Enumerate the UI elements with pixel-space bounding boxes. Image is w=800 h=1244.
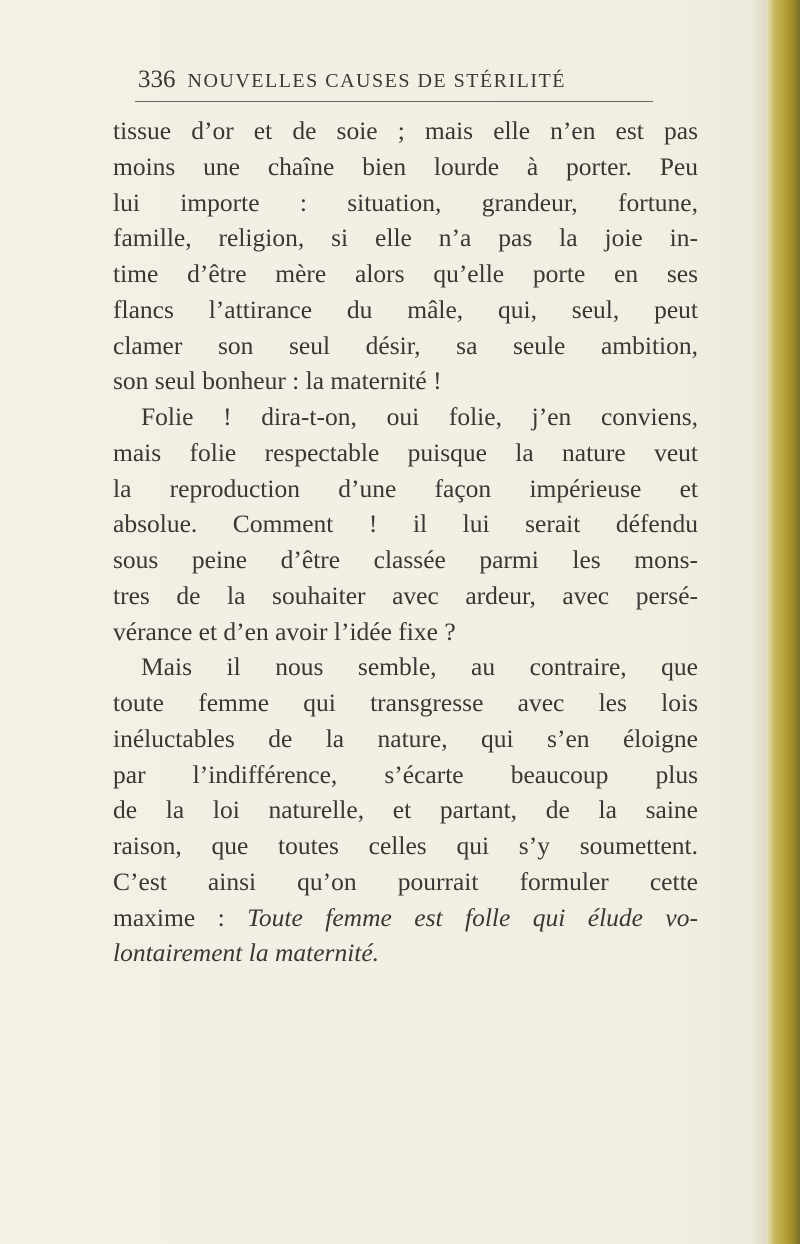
gilt-page-edge xyxy=(766,0,800,1244)
running-title: NOUVELLES CAUSES DE STÉRILITÉ xyxy=(187,70,566,92)
text-line: de la loi naturelle, et partant, de la saine xyxy=(113,795,698,825)
header-rule xyxy=(135,101,653,102)
text-line: raison, que toutes celles qui s’y soumettent. xyxy=(113,831,698,860)
text-line: clamer son seul désir, sa seule ambition, xyxy=(113,330,698,360)
text-line: son seul bonheur : la maternité ! xyxy=(113,366,442,396)
text-line: lui importe : situation, grandeur, fortune, xyxy=(113,187,698,217)
text-line: flancs l’attirance du mâle, qui, seul, peut xyxy=(113,294,698,324)
text-line: par l’indifférence, s’écarte beaucoup plus xyxy=(113,759,698,789)
text-line: mais folie respectable puisque la nature veut xyxy=(113,437,698,467)
page-number: 336 xyxy=(138,66,176,93)
text-line: Mais il nous semble, au contraire, que xyxy=(141,652,698,682)
running-header xyxy=(138,66,566,94)
text-line: absolue. Comment ! il lui serait défendu xyxy=(113,509,698,539)
text-line: moins une chaîne bien lourde à porter. Peu xyxy=(113,151,698,181)
text-line-maxime xyxy=(113,900,698,936)
text-line-final: lontairement la maternité. xyxy=(113,938,380,968)
text-line: toute femme qui transgresse avec les lois xyxy=(113,688,698,717)
text-line: Folie ! dira-t-on, oui folie, j’en conviens, xyxy=(141,402,698,431)
text-line: sous peine d’être classée parmi les mons- xyxy=(113,545,698,574)
maxime-lead: maxime : xyxy=(113,902,248,932)
text-line: time d’être mère alors qu’elle porte en ses xyxy=(113,259,698,288)
text-line: tres de la souhaiter avec ardeur, avec persé- xyxy=(113,580,698,610)
text-line: famille, religion, si elle n’a pas la joie in- xyxy=(113,223,698,253)
page-edge-shadow xyxy=(752,0,766,1244)
text-line: C’est ainsi qu’on pourrait formuler cette xyxy=(113,866,698,896)
maxime-quote: Toute femme est folle qui élude vo- xyxy=(247,902,698,932)
body-text xyxy=(113,113,698,971)
text-line: vérance et d’en avoir l’idée fixe ? xyxy=(113,616,456,646)
text-line: la reproduction d’une façon impérieuse et xyxy=(113,473,698,503)
text-line: tissue d’or et de soie ; mais elle n’en est pas xyxy=(113,116,698,145)
text-line: inéluctables de la nature, qui s’en éloigne xyxy=(113,723,698,753)
